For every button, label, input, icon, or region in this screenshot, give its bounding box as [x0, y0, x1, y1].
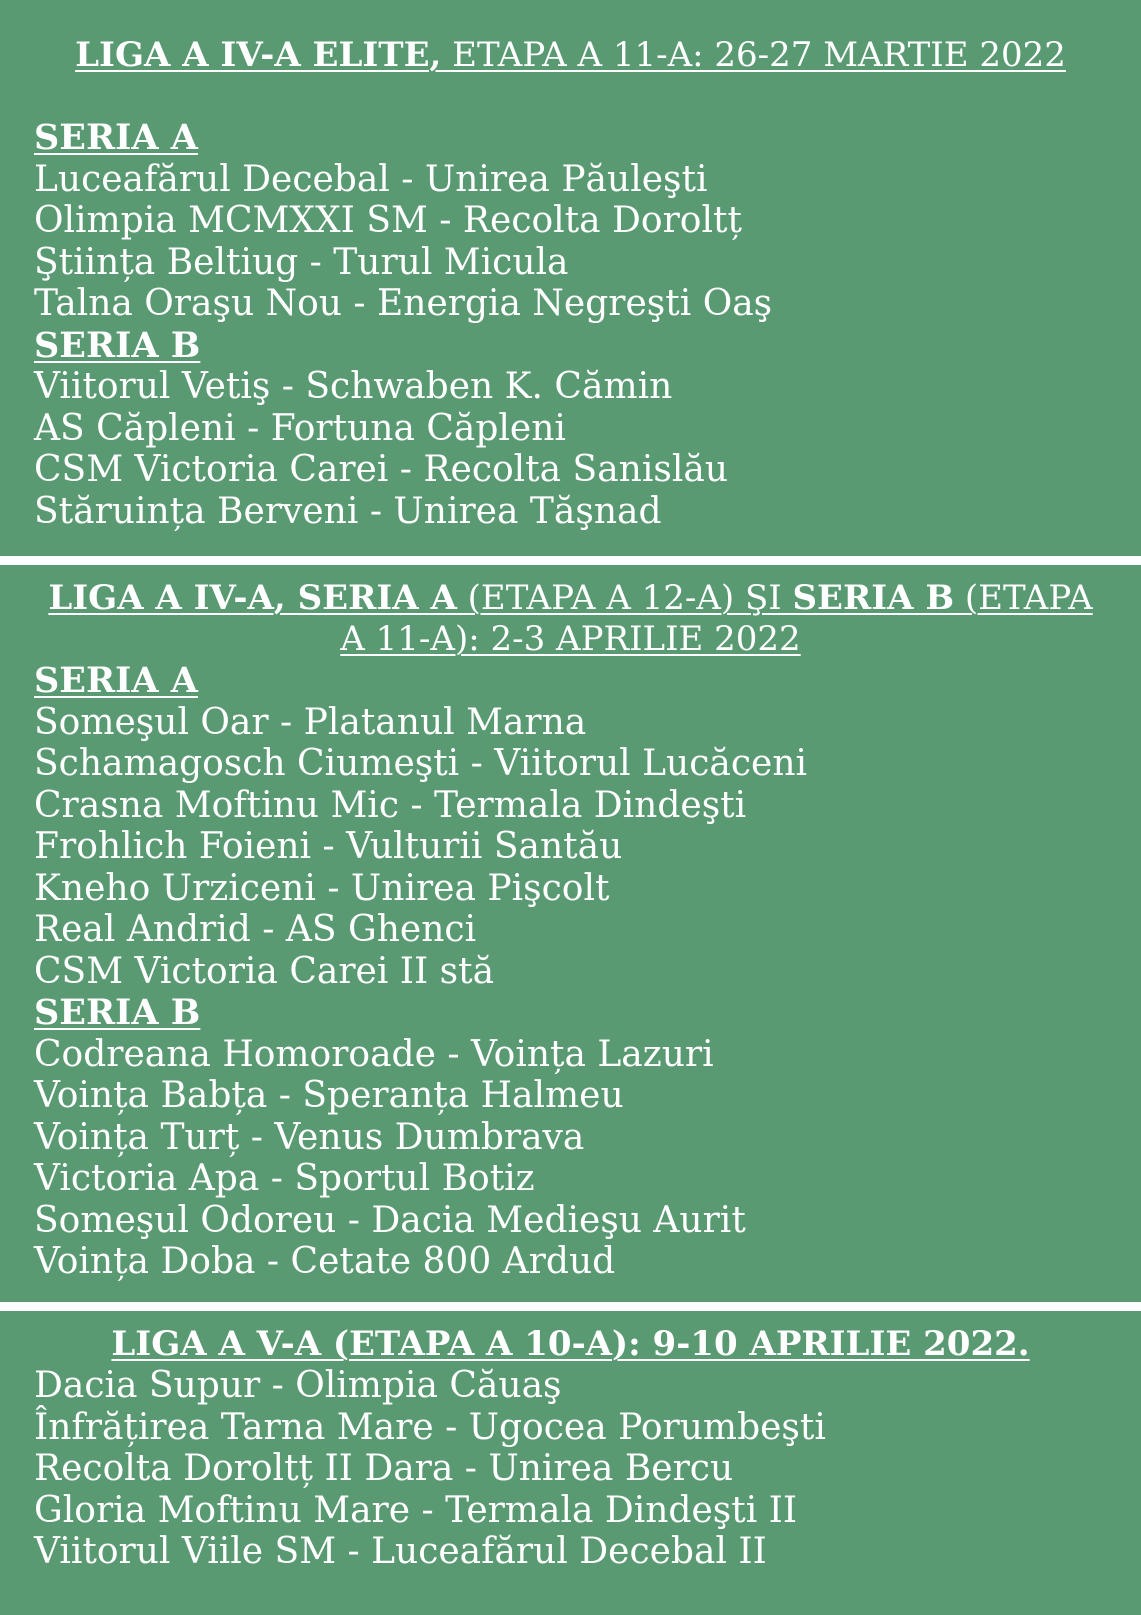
- heading-bold-part: LIGA A IV-A, SERIA A: [48, 578, 457, 618]
- match-line: Talna Oraşu Nou - Energia Negreşti Oaş: [34, 283, 773, 324]
- match-line: Înfrățirea Tarna Mare - Ugocea Porumbeşti: [34, 1406, 826, 1448]
- match-line: Voința Turț - Venus Dumbrava: [34, 1116, 585, 1158]
- heading-bold-part: SERIA B: [792, 578, 955, 618]
- match-line: Crasna Moftinu Mic - Termala Dindeşti: [34, 784, 747, 826]
- match-line: Codreana Homoroade - Voința Lazuri: [34, 1033, 714, 1075]
- match-line: Frohlich Foieni - Vulturii Santău: [34, 826, 623, 867]
- liga-5-heading: [34, 1311, 1107, 1365]
- series-a-title: SERIA A: [34, 117, 198, 158]
- match-line: Someşul Odoreu - Dacia Medieşu Aurit: [34, 1199, 746, 1241]
- heading-bold-part: LIGA A IV-A ELITE,: [75, 35, 442, 75]
- match-line: Ştiința Beltiug - Turul Micula: [34, 241, 569, 283]
- match-line: Schamagosch Ciumeşti - Viitorul Lucăceni: [34, 743, 808, 784]
- heading-normal-part: (ETAPA A 11-A): 2-3 APRILIE 2022: [340, 578, 1093, 659]
- match-line: Recolta Doroltț II Dara - Unirea Bercu: [34, 1448, 734, 1489]
- match-line: Voința Babța - Speranța Halmeu: [34, 1075, 624, 1116]
- match-line: Dacia Supur - Olimpia Căuaş: [34, 1365, 562, 1406]
- match-line: Luceafărul Decebal - Unirea Păuleşti: [34, 158, 708, 200]
- liga-5-panel: [0, 1311, 1141, 1615]
- match-line: Olimpia MCMXXI SM - Recolta Doroltț: [34, 200, 742, 241]
- match-line: CSM Victoria Carei II stă: [34, 950, 495, 992]
- match-line: CSM Victoria Carei - Recolta Sanislău: [34, 449, 729, 490]
- liga-4-elite-panel: [0, 0, 1141, 556]
- match-line: Voința Doba - Cetate 800 Ardud: [34, 1241, 616, 1282]
- heading-normal-part: (ETAPA A 12-A) ŞI: [456, 578, 793, 618]
- match-line: Victoria Apa - Sportul Botiz: [34, 1158, 535, 1199]
- series-b-title: SERIA B: [34, 324, 201, 366]
- liga-4-elite-heading: [34, 0, 1107, 76]
- match-line: Kneho Urziceni - Unirea Pişcolt: [34, 867, 610, 909]
- series-b-title: SERIA B: [34, 992, 201, 1033]
- match-line: Viitorul Viile SM - Luceafărul Decebal II: [34, 1531, 767, 1572]
- match-line: Real Andrid - AS Ghenci: [34, 909, 477, 950]
- match-line: Gloria Moftinu Mare - Termala Dindeşti II: [34, 1489, 798, 1531]
- match-line: Stăruința Berveni - Unirea Tăşnad: [34, 490, 662, 532]
- liga-4-heading: [34, 565, 1107, 660]
- heading-bold-part: LIGA A V-A (ETAPA A 10-A): 9-10 APRILIE 2022.: [111, 1324, 1030, 1364]
- match-line: Someşul Oar - Platanul Marna: [34, 701, 587, 743]
- heading-date-part: ETAPA A 11-A: 26-27 MARTIE 2022: [441, 35, 1066, 75]
- liga-4-panel: [0, 565, 1141, 1302]
- match-line: Viitorul Vetiş - Schwaben K. Cămin: [34, 366, 673, 407]
- series-a-title: SERIA A: [34, 660, 198, 701]
- match-line: AS Căpleni - Fortuna Căpleni: [34, 407, 566, 449]
